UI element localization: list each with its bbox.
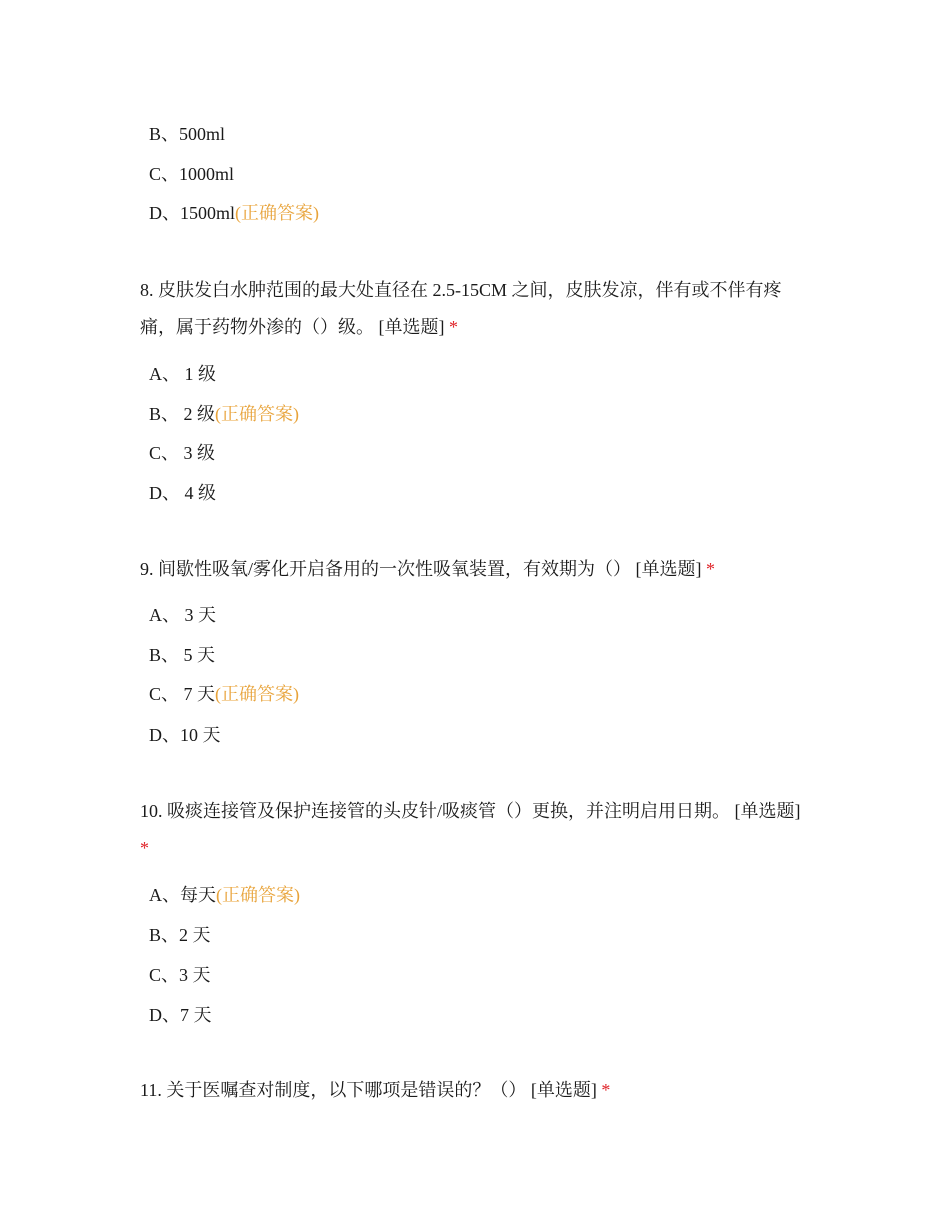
question-8 (140, 272, 810, 346)
question-text: 10. 吸痰连接管及保护连接管的头皮针/吸痰管（）更换，并注明启用日期。 [单选题] (140, 801, 801, 821)
correct-answer-marker: (正确答案) (216, 885, 300, 905)
q8-option-c: C、 3 级 (149, 443, 216, 463)
q9-option-c: C、 7 天(正确答案) (149, 684, 300, 704)
q10-option-b: B、2 天 (149, 925, 211, 945)
q10-option-d: D、7 天 (149, 1005, 212, 1025)
q7-option-d: D、1500ml(正确答案) (149, 203, 320, 223)
q10-option-a: A、每天(正确答案) (149, 885, 300, 905)
q9-option-a: A、 3 天 (149, 605, 216, 625)
question-9 (140, 551, 810, 588)
required-marker: * (601, 1080, 611, 1100)
required-marker: * (449, 317, 458, 337)
question-text: 9. 间歇性吸氧/雾化开启备用的一次性吸氧装置，有效期为（） [单选题] (140, 559, 702, 579)
q10-option-c: C、3 天 (149, 965, 211, 985)
question-11 (140, 1072, 810, 1109)
correct-answer-marker: (正确答案) (215, 684, 300, 704)
q7-option-b: B、500ml (149, 124, 226, 144)
q8-option-a: A、 1 级 (149, 364, 216, 384)
question-10 (140, 793, 810, 867)
required-marker: * (706, 559, 715, 579)
correct-answer-marker: (正确答案) (215, 404, 300, 424)
q9-option-b: B、 5 天 (149, 645, 216, 665)
correct-answer-marker: (正确答案) (235, 203, 320, 223)
q8-option-d: D、 4 级 (149, 483, 216, 503)
required-marker: * (140, 838, 149, 858)
q8-option-b: B、 2 级(正确答案) (149, 404, 300, 424)
question-text: 11. 关于医嘱查对制度，以下哪项是错误的？（） [单选题] (140, 1080, 597, 1100)
question-text: 8. 皮肤发白水肿范围的最大处直径在 2.5-15CM 之间，皮肤发凉，伴有或不伴有疼痛，属于药物外渗的（）级。 [单选题] (140, 280, 782, 337)
q9-option-d: D、10 天 (149, 725, 221, 745)
q7-option-c: C、1000ml (149, 164, 235, 184)
